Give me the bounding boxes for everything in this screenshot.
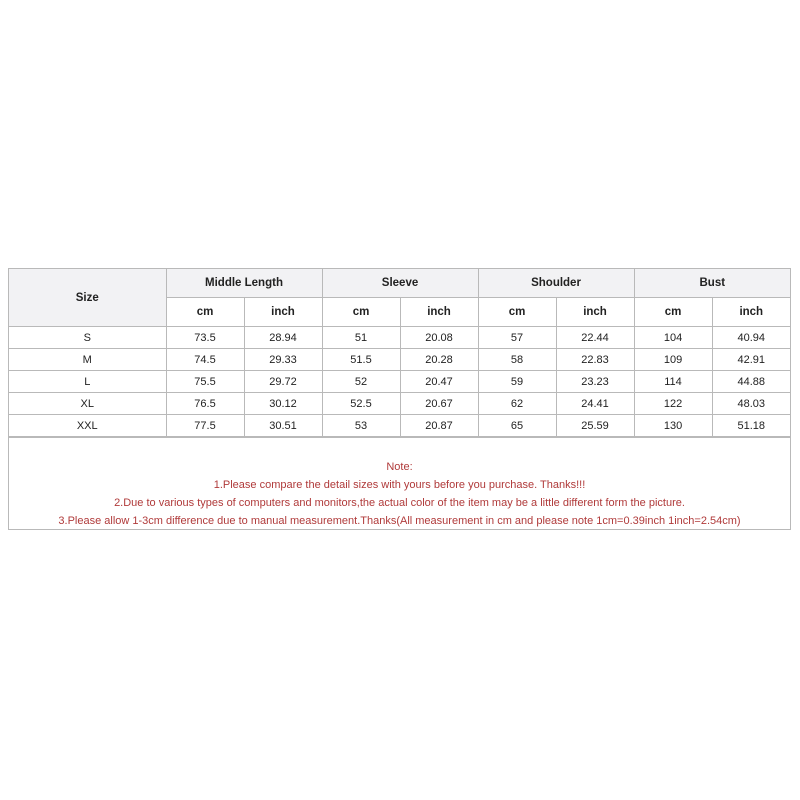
notes-section <box>9 437 790 530</box>
unit-header-cm: cm <box>166 298 244 327</box>
measurement-cell: 75.5 <box>166 371 244 393</box>
measurement-cell: 130 <box>634 415 712 437</box>
measurement-cell: 20.87 <box>400 415 478 437</box>
measurement-cell: 40.94 <box>712 327 790 349</box>
measurement-cell: 73.5 <box>166 327 244 349</box>
measurement-cell: 51.5 <box>322 349 400 371</box>
size-header: Size <box>9 269 166 327</box>
measurement-cell: 58 <box>478 349 556 371</box>
measurement-cell: 42.91 <box>712 349 790 371</box>
group-header-middle-length: Middle Length <box>166 269 322 298</box>
note-line-1: 1.Please compare the detail sizes with yours before you purchase. Thanks!!! <box>213 479 586 491</box>
measurement-cell: 52 <box>322 371 400 393</box>
measurement-cell: 51 <box>322 327 400 349</box>
unit-header-inch: inch <box>244 298 322 327</box>
measurement-cell: 48.03 <box>712 393 790 415</box>
measurement-cell: 20.67 <box>400 393 478 415</box>
measurement-cell: 74.5 <box>166 349 244 371</box>
size-cell: L <box>9 371 166 393</box>
measurement-cell: 77.5 <box>166 415 244 437</box>
table-body <box>9 327 790 437</box>
measurement-cell: 53 <box>322 415 400 437</box>
measurement-cell: 52.5 <box>322 393 400 415</box>
unit-header-inch: inch <box>400 298 478 327</box>
measurement-cell: 28.94 <box>244 327 322 349</box>
unit-header-inch: inch <box>712 298 790 327</box>
measurement-cell: 57 <box>478 327 556 349</box>
measurement-cell: 20.47 <box>400 371 478 393</box>
measurement-cell: 59 <box>478 371 556 393</box>
note-line-2: 2.Due to various types of computers and monitors,the actual color of the item may be a little different form the picture. <box>114 497 685 509</box>
measurement-cell: 62 <box>478 393 556 415</box>
note-line-3: 3.Please allow 1-3cm difference due to manual measurement.Thanks(All measurement in cm and please note 1cm=0.39inch 1inch=2.54cm) <box>58 515 741 527</box>
size-cell: XL <box>9 393 166 415</box>
table-row <box>9 393 790 415</box>
size-chart <box>8 268 791 530</box>
measurement-cell: 76.5 <box>166 393 244 415</box>
unit-header-cm: cm <box>634 298 712 327</box>
size-cell: M <box>9 349 166 371</box>
group-header-bust: Bust <box>634 269 790 298</box>
measurement-cell: 29.33 <box>244 349 322 371</box>
measurement-cell: 23.23 <box>556 371 634 393</box>
table-row <box>9 371 790 393</box>
table-row <box>9 415 790 437</box>
group-header-shoulder: Shoulder <box>478 269 634 298</box>
size-table <box>9 269 790 437</box>
measurement-cell: 22.44 <box>556 327 634 349</box>
measurement-cell: 29.72 <box>244 371 322 393</box>
size-cell: S <box>9 327 166 349</box>
measurement-cell: 44.88 <box>712 371 790 393</box>
measurement-cell: 114 <box>634 371 712 393</box>
measurement-cell: 22.83 <box>556 349 634 371</box>
measurement-cell: 20.28 <box>400 349 478 371</box>
measurement-cell: 122 <box>634 393 712 415</box>
measurement-cell: 65 <box>478 415 556 437</box>
unit-header-cm: cm <box>322 298 400 327</box>
group-header-sleeve: Sleeve <box>322 269 478 298</box>
measurement-cell: 25.59 <box>556 415 634 437</box>
note-title: Note: <box>386 461 413 473</box>
measurement-cell: 109 <box>634 349 712 371</box>
unit-header-inch: inch <box>556 298 634 327</box>
measurement-cell: 51.18 <box>712 415 790 437</box>
measurement-cell: 30.51 <box>244 415 322 437</box>
measurement-cell: 104 <box>634 327 712 349</box>
table-row <box>9 349 790 371</box>
table-row <box>9 327 790 349</box>
measurement-cell: 30.12 <box>244 393 322 415</box>
size-cell: XXL <box>9 415 166 437</box>
unit-header-cm: cm <box>478 298 556 327</box>
measurement-cell: 24.41 <box>556 393 634 415</box>
measurement-cell: 20.08 <box>400 327 478 349</box>
